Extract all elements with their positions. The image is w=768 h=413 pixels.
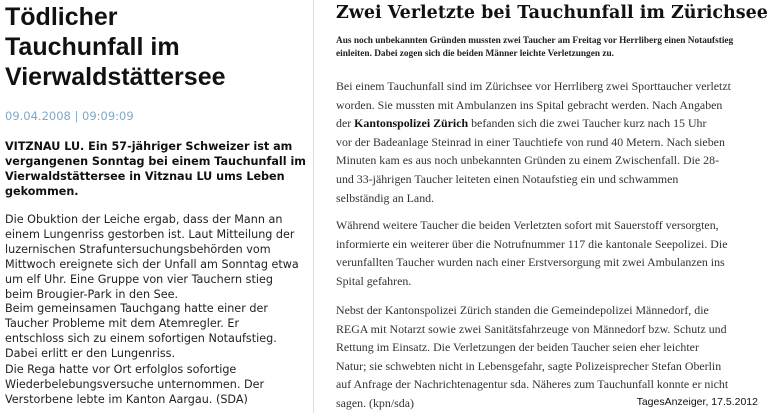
left-article-paragraph-2 bbox=[5, 301, 305, 361]
lead-line: Aus noch unbekannten Gründen mussten zwei Taucher am Freitag vor Herrliberg einen Notaufstieg bbox=[336, 36, 734, 46]
police-name-highlight: Kantonspolizei Zürich bbox=[354, 116, 469, 131]
left-article-paragraph-3 bbox=[5, 362, 305, 407]
text-line: Natur; sie schwebten nicht in Lebensgefahr, sagte Polizeisprecher Stefan Oberlin bbox=[336, 358, 722, 373]
source-credit: TagesAnzeiger, 17.5.2012 bbox=[636, 396, 758, 408]
right-article-paragraph-2 bbox=[336, 216, 764, 290]
text-line: um elf Uhr. Eine Gruppe von vier Tauchern stieg bbox=[5, 273, 273, 286]
text-line: Dabei erlitt er den Lungenriss. bbox=[5, 347, 176, 360]
text-line: selbständig an Land. bbox=[336, 190, 435, 205]
left-article-title bbox=[5, 2, 305, 92]
left-article-paragraph-1 bbox=[5, 212, 305, 302]
text-line: verunfallten Taucher wurden nach einer Erstversorgung mit zwei Ambulanzen ins bbox=[336, 255, 725, 270]
left-title-line: Vierwaldstättersee bbox=[5, 63, 226, 91]
right-article bbox=[336, 0, 768, 413]
text-line: informierte ein weiterer über die Notrufnummer 117 die kantonale Seepolizei. Die bbox=[336, 236, 728, 251]
right-article-lead bbox=[336, 35, 764, 61]
lead-line: VITZNAU LU. Ein 57-jähriger Schweizer ist am bbox=[5, 140, 293, 153]
text-line bbox=[336, 114, 764, 133]
text-line: REGA mit Notarzt sowie zwei Sanitätsfahrzeuge von Männedorf bzw. Schutz und bbox=[336, 321, 727, 336]
left-article-lead bbox=[5, 139, 305, 199]
text-line: einem Lungenriss gestorben ist. Laut Mitteilung der bbox=[5, 228, 295, 241]
text-line: Verstorbene lebte im Kanton Aargau. (SDA) bbox=[5, 393, 248, 406]
text-line: Rettung im Einsatz. Die Verletzungen der beiden Taucher seien eher leichter bbox=[336, 340, 699, 355]
lead-line: gekommen. bbox=[5, 185, 79, 198]
text-line: auf Anfrage der Nachrichtenagentur sda. Näheres zum Tauchunfall konnte er nicht bbox=[336, 377, 729, 392]
text-line: luzernischen Strafuntersuchungsbehörden vom bbox=[5, 243, 271, 256]
column-divider bbox=[313, 0, 314, 413]
text-line: Minuten kam es aus noch unbekannten Gründen zu einem Zwischenfall. Die 28- bbox=[336, 153, 720, 168]
lead-line: vergangenen Sonntag bei einem Tauchunfall im bbox=[5, 155, 306, 168]
text-line: beim Brougier-Park in den See. bbox=[5, 288, 179, 301]
text-line: Spital gefahren. bbox=[336, 273, 412, 288]
text-line: Die Obuktion der Leiche ergab, dass der Mann an bbox=[5, 213, 283, 226]
lead-line: einleiten. Dabei zogen sich die beiden Männer leichte Verletzungen zu. bbox=[336, 49, 614, 59]
left-article-dateline: 09.04.2008 | 09:09:09 bbox=[5, 109, 134, 123]
text-line: sagen. (kpn/sda) bbox=[336, 395, 414, 410]
text-fragment: der bbox=[336, 116, 355, 131]
text-line: Taucher Probleme mit dem Atemregler. Er bbox=[5, 317, 240, 330]
text-line: Nebst der Kantonspolizei Zürich standen die Gemeindepolizei Männedorf, die bbox=[336, 303, 709, 317]
right-article-title: Zwei Verletzte bei Tauchunfall im Zürichsee bbox=[336, 3, 768, 23]
right-article-paragraph-1 bbox=[336, 77, 764, 207]
left-article bbox=[5, 0, 305, 413]
text-line: Während weitere Taucher die beiden Verletzten sofort mit Sauerstoff versorgten, bbox=[336, 218, 719, 232]
text-fragment: befanden sich die zwei Taucher kurz nach 15 Uhr bbox=[468, 116, 707, 131]
text-line: entschloss sich zu einem sofortigen Notaufstieg. bbox=[5, 332, 277, 345]
text-line: Beim gemeinsamen Tauchgang hatte einer der bbox=[5, 302, 268, 315]
text-line: vor der Badeanlage Steinrad in einer Tauchtiefe von rund 40 Metern. Nach sieben bbox=[336, 134, 725, 149]
text-line: Wiederbelebungsversuche unternommen. Der bbox=[5, 378, 265, 391]
left-title-line: Tödlicher bbox=[5, 3, 118, 31]
text-line: Die Rega hatte vor Ort erfolglos sofortige bbox=[5, 363, 237, 376]
text-line: Bei einem Tauchunfall sind im Zürichsee vor Herrliberg zwei Sporttaucher verletzt bbox=[336, 79, 731, 93]
text-line: und 33-jährigen Taucher leiteten einen Notaufstieg ein und schwammen bbox=[336, 171, 679, 186]
lead-line: Vierwaldstättersee in Vitznau LU ums Leben bbox=[5, 170, 285, 183]
text-line: Mittwoch ereignete sich der Unfall am Sonntag etwa bbox=[5, 258, 299, 271]
text-line: worden. Sie mussten mit Ambulanzen ins Spital gebracht werden. Nach Angaben bbox=[336, 97, 723, 112]
left-title-line: Tauchunfall im bbox=[5, 33, 180, 61]
